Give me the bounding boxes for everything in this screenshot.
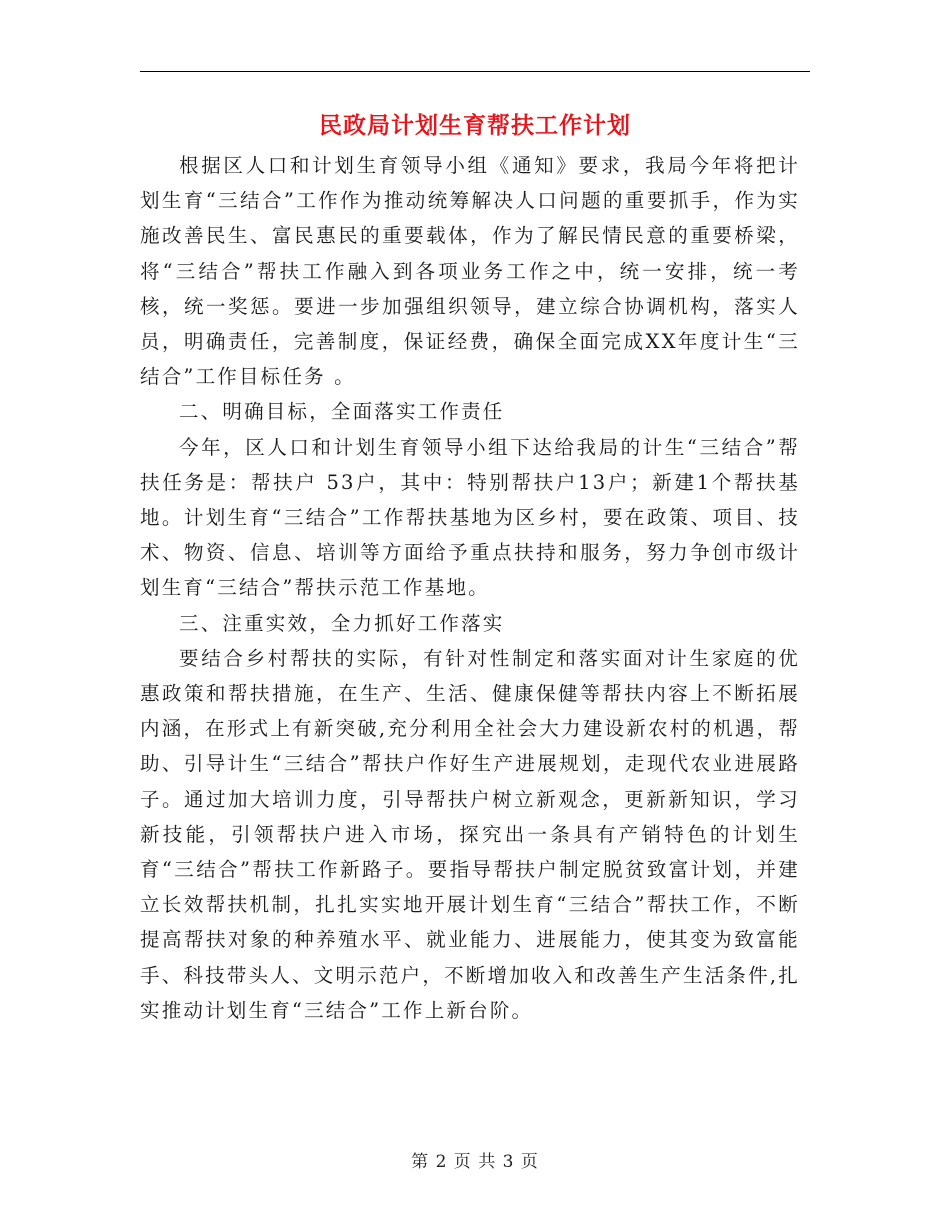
paragraph-goals: 今年，区人口和计划生育领导小组下达给我局的计生“三结合”帮扶任务是：帮扶户 53户，其中：特别帮扶户13户；新建1个帮扶基地。计划生育“三结合”工作帮扶基地为区乡村，要在政策、项目、技术、物资、信息、培训等方面给予重点扶持和服务，努力争创市级计划生育“三结合”帮扶示范工作基地。 — [140, 435, 800, 600]
document-body — [140, 148, 800, 1028]
paragraph-implementation: 要结合乡村帮扶的实际，有针对性制定和落实面对计生家庭的优惠政策和帮扶措施，在生产、生活、健康保健等帮扶内容上不断拓展内涵，在形式上有新突破,充分利用全社会大力建设新农村的机遇，帮助、引导计生“三结合”帮扶户作好生产进展规划，走现代农业进展路子。通过加大培训力度，引导帮扶户树立新观念，更新新知识，学习新技能，引领帮扶户进入市场，探究出一条具有产销特色的计划生育“三结合”帮扶工作新路子。要指导帮扶户制定脱贫致富计划，并建立长效帮扶机制，扎扎实实地开展计划生育“三结合”帮扶工作，不断提高帮扶对象的种养殖水平、就业能力、进展能力，使其变为致富能手、科技带头人、文明示范户，不断增加收入和改善生产生活条件,扎实推动计划生育“三结合”工作上新台阶。 — [140, 646, 800, 1022]
section-heading-2: 二、明确目标，全面落实工作责任 — [179, 400, 505, 424]
paragraph-intro: 根据区人口和计划生育领导小组《通知》要求，我局今年将把计划生育“三结合”工作作为推动统筹解决人口问题的重要抓手，作为实施改善民生、富民惠民的重要载体，作为了解民情民意的重要桥梁，将“三结合”帮扶工作融入到各项业务工作之中，统一安排，统一考核，统一奖惩。要进一步加强组织领导，建立综合协调机构，落实人员，明确责任，完善制度，保证经费，确保全面完成XX年度计生“三结合”工作目标任务 。 — [140, 154, 800, 389]
document-title: 民政局计划生育帮扶工作计划 — [319, 112, 631, 139]
section-heading-3: 三、注重实效，全力抓好工作落实 — [179, 611, 505, 635]
page-number-footer: 第 2 页 共 3 页 — [411, 1152, 539, 1172]
header-rule — [140, 71, 810, 72]
